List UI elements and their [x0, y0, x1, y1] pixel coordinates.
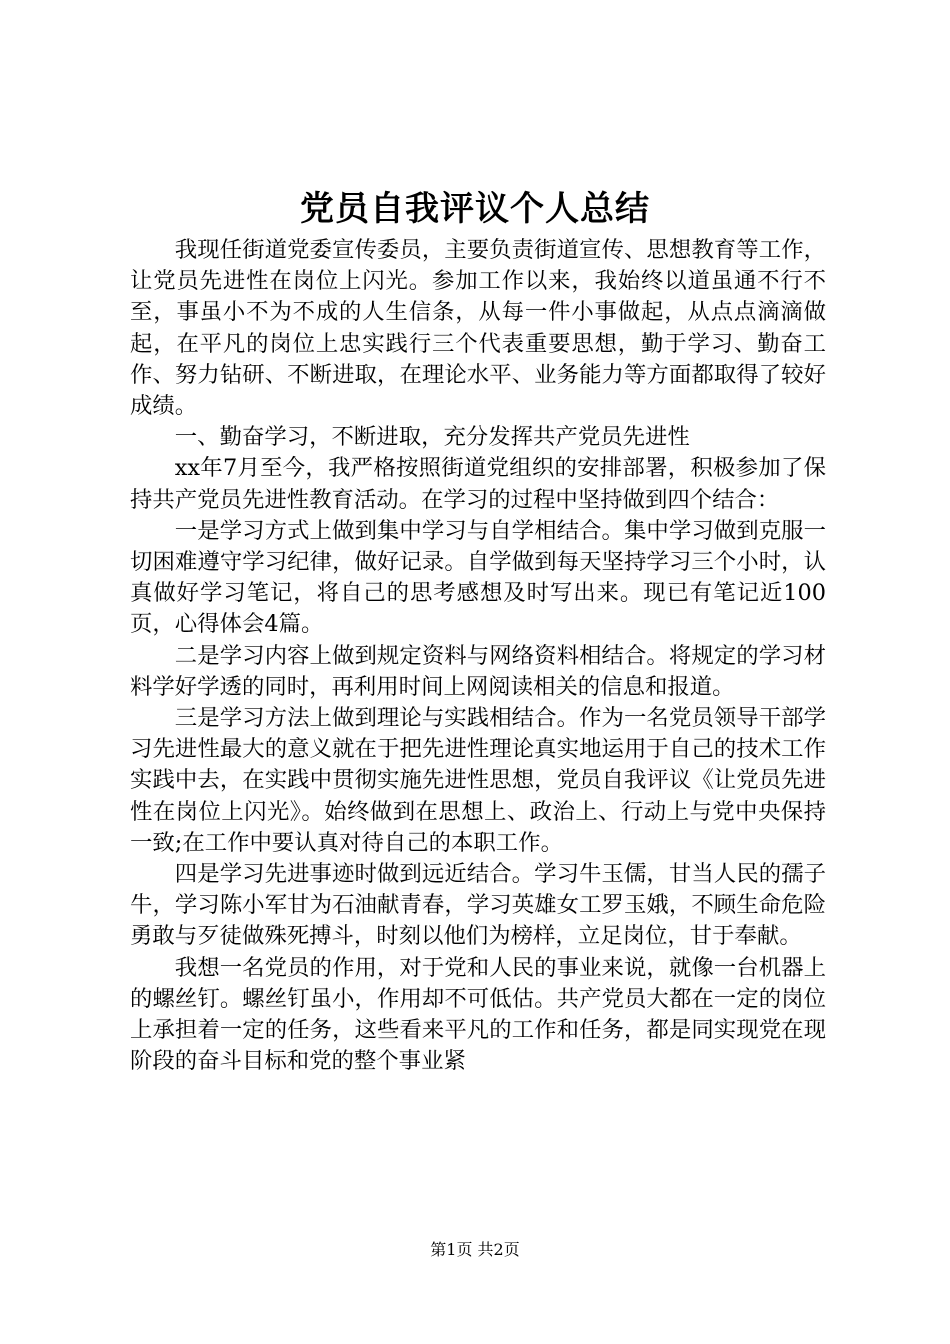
- paragraph-intro: 我现任街道党委宣传委员，主要负责街道宣传、思想教育等工作，让党员先进性在岗位上闪光。参加工作以来，我始终以道虽通不行不至，事虽小不为不成的人生信条，从每一件小事做起，从点点滴滴做起，在平凡的岗位上忠实践行三个代表重要思想，勤于学习、勤奋工作、努力钻研、不断进取，在理论水平、业务能力等方面都取得了较好成绩。: [130, 237, 826, 420]
- paragraph-study-method-2: 二是学习内容上做到规定资料与网络资料相结合。将规定的学习材料学好学透的同时，再利用时间上网阅读相关的信息和报道。: [130, 642, 826, 700]
- paragraph-study-overview: xx年7月至今，我严格按照街道党组织的安排部署，积极参加了保持共产党员先进性教育活动。在学习的过程中坚持做到四个结合：: [130, 455, 826, 513]
- paragraph-study-method-1: 一是学习方式上做到集中学习与自学相结合。集中学习做到克服一切困难遵守学习纪律，做好记录。自学做到每天坚持学习三个小时，认真做好学习笔记，将自己的思考感想及时写出来。现已有笔记近100页，心得体会4篇。: [130, 517, 826, 638]
- paragraph-study-method-3: 三是学习方法上做到理论与实践相结合。作为一名党员领导干部学习先进性最大的意义就在于把先进性理论真实地运用于自己的技术工作实践中去，在实践中贯彻实施先进性思想，党员自我评议《让党员先进性在岗位上闪光》。始终做到在思想上、政治上、行动上与党中央保持一致;在工作中要认真对待自己的本职工作。: [130, 705, 826, 856]
- paragraph-screw-metaphor: 我想一名党员的作用，对于党和人民的事业来说，就像一台机器上的螺丝钉。螺丝钉虽小，作用却不可低估。共产党员大都在一定的岗位上承担着一定的任务，这些看来平凡的工作和任务，都是同实现党在现阶段的奋斗目标和党的整个事业紧: [130, 954, 826, 1075]
- page-number-footer: 第1页 共2页: [430, 1240, 520, 1259]
- document-title: 党员自我评议个人总结: [300, 189, 650, 229]
- paragraph-study-method-4: 四是学习先进事迹时做到远近结合。学习牛玉儒，甘当人民的孺子牛，学习陈小军甘为石油献青春，学习英雄女工罗玉娥，不顾生命危险勇敢与歹徒做殊死搏斗，时刻以他们为榜样，立足岗位，甘于奉献。: [130, 861, 826, 950]
- document-body: [130, 235, 826, 1077]
- section-heading-1: 一、勤奋学习，不断进取，充分发挥共产党员先进性: [174, 424, 690, 451]
